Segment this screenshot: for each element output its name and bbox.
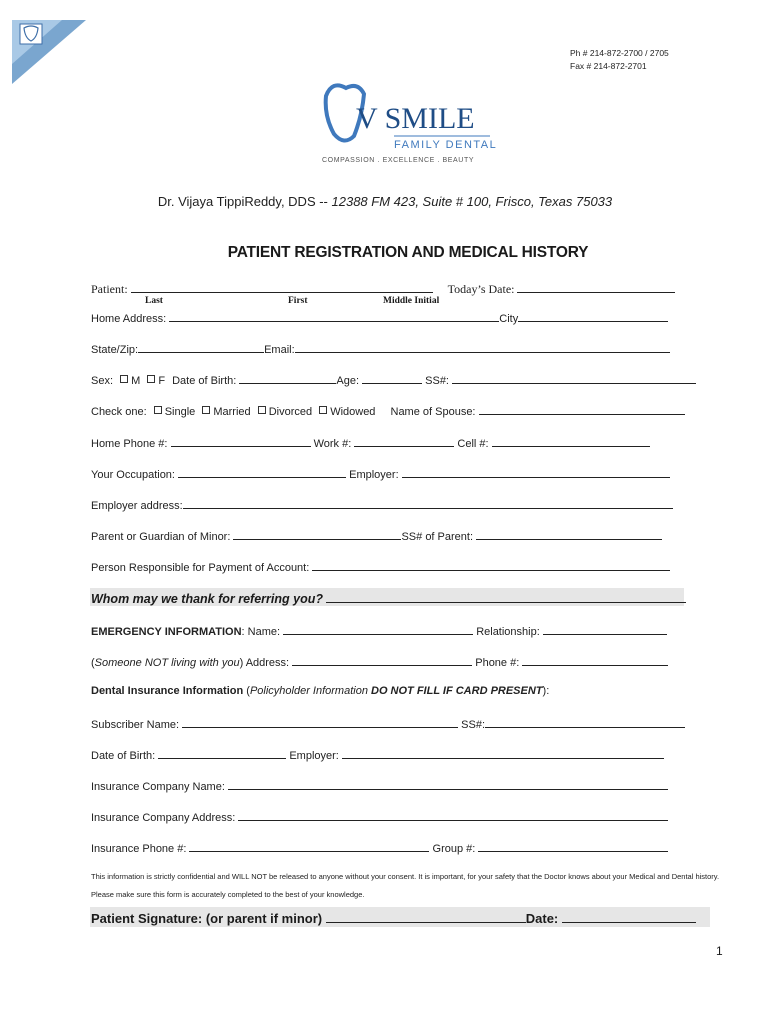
age-field[interactable]	[362, 372, 422, 384]
signature-label: Patient Signature: (or parent if minor)	[91, 911, 323, 926]
state-zip-label: State/Zip:	[91, 344, 139, 356]
group-label: Group #:	[432, 843, 476, 855]
check-one-label: Check one:	[91, 406, 147, 418]
first-name-caption: First	[288, 296, 308, 306]
spouse-label: Name of Spouse:	[390, 406, 476, 418]
disclaimer: This information is strictly confidential and WILL NOT be released to anyone without your consent. It is important, for your safety that the Doctor knows about your Medical and Dental history. Please make sure this form is accurately completed to the best of your knowledge.	[91, 872, 720, 899]
employer-label: Employer:	[349, 469, 399, 481]
married-checkbox[interactable]	[202, 406, 210, 414]
married-label: Married	[213, 406, 251, 418]
home-phone-field[interactable]	[171, 435, 311, 447]
male-label: M	[131, 375, 141, 387]
state-zip-field[interactable]	[138, 341, 264, 353]
guardian-row	[91, 528, 662, 543]
occupation-field[interactable]	[178, 466, 346, 478]
practice-address: 12388 FM 423, Suite # 100, Frisco, Texas 75033	[331, 194, 613, 209]
logo-subtitle: FAMILY DENTAL	[394, 139, 498, 151]
ss-parent-label: SS# of Parent:	[401, 531, 474, 543]
relationship-field[interactable]	[543, 623, 667, 635]
dob-label: Date of Birth:	[172, 375, 237, 387]
employer-address-row	[91, 497, 673, 512]
ins-phone-label: Insurance Phone #:	[91, 843, 187, 855]
occupation-row	[91, 466, 670, 481]
subscriber-dob-row	[91, 747, 664, 762]
employer-address-field[interactable]	[183, 497, 673, 509]
middle-initial-caption: Middle Initial	[383, 296, 440, 306]
emergency-row	[91, 623, 667, 638]
subscriber-employer-label: Employer:	[289, 750, 339, 762]
emergency-phone-label: Phone #:	[475, 657, 520, 669]
insurance-heading-row: Dental Insurance Information (Policyholder Information DO NOT FILL IF CARD PRESENT):	[91, 685, 550, 697]
responsible-row	[91, 559, 670, 574]
signature-date-field[interactable]	[562, 909, 696, 923]
signature-field[interactable]	[326, 909, 526, 923]
ins-address-field[interactable]	[238, 809, 668, 821]
emergency-name-field[interactable]	[283, 623, 473, 635]
logo-tagline: COMPASSION . EXCELLENCE . BEAUTY	[322, 157, 475, 164]
corner-logo-icon	[12, 20, 86, 84]
age-label: Age:	[336, 375, 360, 387]
home-address-field[interactable]	[169, 310, 499, 322]
city-field[interactable]	[518, 310, 668, 322]
patient-label: Patient:	[91, 282, 128, 296]
todays-date-field[interactable]	[517, 281, 675, 293]
subscriber-dob-label: Date of Birth:	[91, 750, 156, 762]
sex-label: Sex:	[91, 375, 114, 387]
ins-company-field[interactable]	[228, 778, 668, 790]
doctor-name: Dr. Vijaya TippiReddy, DDS --	[157, 194, 332, 209]
subscriber-field[interactable]	[182, 716, 458, 728]
referral-label: Whom may we thank for referring you?	[91, 592, 323, 606]
ins-address-row	[91, 809, 668, 824]
ins-company-label: Insurance Company Name:	[91, 781, 225, 793]
emergency-heading: EMERGENCY INFORMATION	[91, 626, 242, 638]
signature-date-label: Date:	[525, 911, 559, 926]
employer-address-label: Employer address:	[91, 500, 183, 512]
email-label: Email:	[264, 344, 295, 356]
female-checkbox[interactable]	[147, 375, 155, 383]
contact-info	[570, 47, 669, 73]
policyholder-note: Policyholder Information	[249, 685, 371, 697]
do-not-fill-note: DO NOT FILL IF CARD PRESENT	[371, 685, 543, 697]
phone-row	[91, 435, 650, 450]
emergency-address-row: (Someone NOT living with you) Address: Phone #:	[91, 654, 668, 669]
dob-field[interactable]	[239, 372, 336, 384]
ins-company-row	[91, 778, 668, 793]
work-phone-field[interactable]	[354, 435, 454, 447]
responsible-field[interactable]	[312, 559, 670, 571]
subscriber-label: Subscriber Name:	[91, 719, 180, 731]
work-phone-label: Work #:	[313, 438, 352, 450]
home-phone-label: Home Phone #:	[91, 438, 168, 450]
single-label: Single	[164, 406, 196, 418]
single-checkbox[interactable]	[154, 406, 162, 414]
doctor-line	[0, 194, 770, 209]
city-label: City	[499, 313, 519, 325]
email-field[interactable]	[295, 341, 670, 353]
ss-label: SS#:	[425, 375, 449, 387]
last-name-caption: Last	[145, 296, 163, 306]
home-address-row	[91, 310, 668, 325]
ss-field[interactable]	[452, 372, 696, 384]
home-address-label: Home Address:	[91, 313, 167, 325]
todays-date-label: Today’s Date:	[447, 282, 515, 296]
ins-address-label: Insurance Company Address:	[91, 812, 236, 824]
insurance-heading: Dental Insurance Information	[91, 685, 244, 697]
form-title: PATIENT REGISTRATION AND MEDICAL HISTORY	[227, 244, 589, 261]
employer-field[interactable]	[402, 466, 670, 478]
subscriber-dob-field[interactable]	[158, 747, 286, 759]
patient-row	[91, 281, 675, 297]
guardian-field[interactable]	[233, 528, 401, 540]
group-field[interactable]	[478, 840, 668, 852]
emergency-address-label: ) Address:	[239, 657, 290, 669]
divorced-checkbox[interactable]	[258, 406, 266, 414]
widowed-checkbox[interactable]	[319, 406, 327, 414]
patient-name-field[interactable]	[131, 281, 433, 293]
divorced-label: Divorced	[268, 406, 313, 418]
emergency-address-field[interactable]	[292, 654, 472, 666]
phone-number: Ph # 214-872-2700 / 2705	[570, 48, 669, 58]
subscriber-employer-field[interactable]	[342, 747, 664, 759]
fax-number: Fax # 214-872-2701	[570, 61, 647, 71]
responsible-label: Person Responsible for Payment of Account:	[91, 562, 310, 574]
emergency-name-label: : Name:	[241, 626, 281, 638]
widowed-label: Widowed	[330, 406, 376, 418]
marital-row	[91, 403, 685, 418]
signature-row	[91, 909, 696, 926]
referral-row	[91, 590, 686, 606]
state-email-row	[91, 341, 670, 356]
subscriber-ss-field[interactable]	[485, 716, 685, 728]
referral-field[interactable]	[326, 590, 686, 603]
page-number: 1	[716, 944, 723, 958]
ins-phone-row	[91, 840, 668, 855]
ss-parent-field[interactable]	[476, 528, 662, 540]
relationship-label: Relationship:	[476, 626, 540, 638]
cell-phone-label: Cell #:	[457, 438, 489, 450]
spouse-field[interactable]	[479, 403, 685, 415]
not-living-note: Someone NOT living with you	[94, 657, 240, 669]
subscriber-ss-label: SS#:	[461, 719, 486, 731]
guardian-label: Parent or Guardian of Minor:	[91, 531, 231, 543]
cell-phone-field[interactable]	[492, 435, 650, 447]
v-smile-logo	[318, 80, 498, 170]
sex-row	[91, 372, 696, 387]
subscriber-row	[91, 716, 685, 731]
male-checkbox[interactable]	[120, 375, 128, 383]
ins-phone-field[interactable]	[189, 840, 429, 852]
occupation-label: Your Occupation:	[91, 469, 175, 481]
emergency-phone-field[interactable]	[522, 654, 668, 666]
female-label: F	[158, 375, 166, 387]
logo-brand-text: V SMILE	[356, 102, 475, 135]
